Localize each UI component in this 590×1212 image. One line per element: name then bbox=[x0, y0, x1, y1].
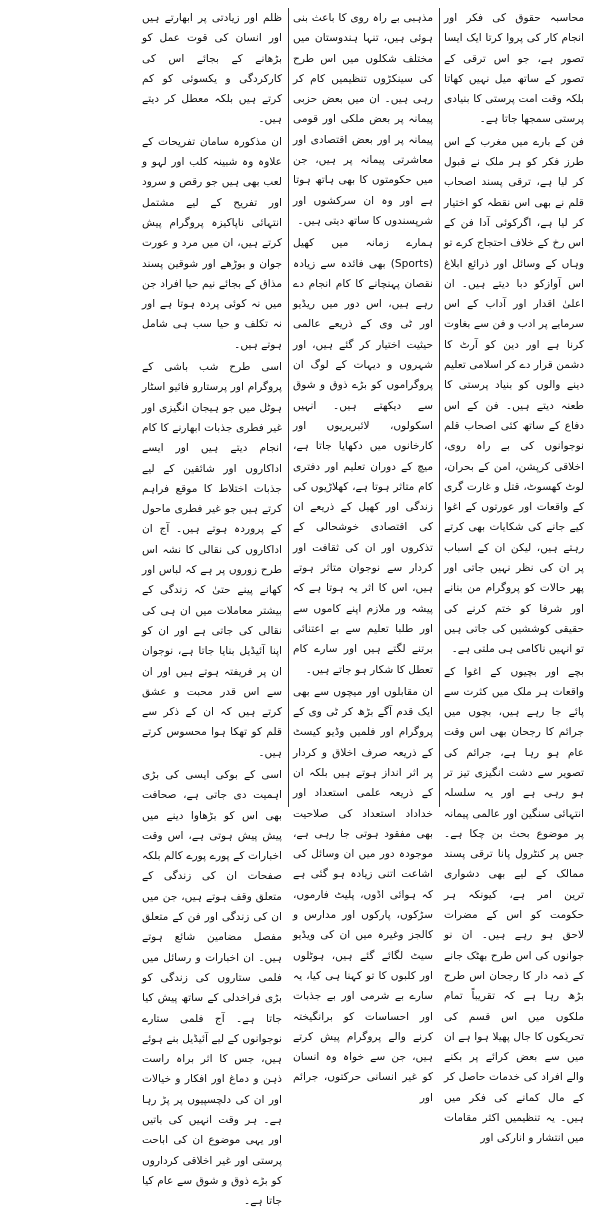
paragraph: بچے اور بچیوں کے اغوا کے واقعات ہر ملک میں کثرت سے پائے جا رہے ہیں، بچوں میں جرائم کا رجحان بھی اس وقت عام ہو رہا ہے، جرائم کی تصویر سے دشت انگیزی تیز تر ہو رہی ہے اور یہ سلسلہ انتہائی سنگین اور عالمی پیمانہ پر موضوع بحث بن چکا ہے۔ جس پر کنٹرول پانا ترقی پسند ممالک کے لیے بھی دشواری ترین امر ہے، کیونکہ ہر حکومت کو اس کے مضرات لاحق ہو رہے ہیں۔ ان نو جوانوں کی اس طرح بھٹک جانے کے ذمہ دار کا رجحان اس طرح بڑھ رہا ہے کہ تقریباً تمام ملکوں میں اس قسم کی تحریکوں کا جال پھیلا ہوا ہے ان میں سے بعض کرائے پر بکنے والے افراد کی خدمات حاصل کر کے مال کمانے کی فکر میں ہیں۔ یہ تنظیمیں اکثر مقامات میں انتشار و انارکی اور bbox=[444, 665, 584, 1145]
paragraph: ان مذکورہ سامان تفریحات کے علاوہ وہ شبینہ کلب اور لہو و لعب بھی ہیں جو رقص و سرود اور تفریح کے لیے مشتمل انتہائی ناپاکیزہ پروگرام پیش کرتے ہیں، ان میں مرد و عورت جوان و بوڑھے اور شوقین پسند مذاق کے بجائے نیم حیا افراد جن میں نہ کوئی پردہ ہوتا ہے اور نہ تکلف و حیا سب ہی شامل ہوتے ہیں۔ bbox=[142, 135, 282, 351]
text-column-middle bbox=[288, 8, 433, 1104]
text-column-right bbox=[439, 8, 584, 1145]
paragraph: ان مقابلوں اور میچوں سے بھی ایک قدم آگے بڑھ کر ٹی وی کے پروگرام اور فلمیں وڈیو کیسٹ کے ذریعہ صرف اخلاق و کردار پر اثر انداز ہوتے ہیں بلکہ ان کے ذریعہ علمی استعداد اور خداداد استعداد کی صلاحیت بھی مفقود ہوتی جا رہی ہے، موجودہ دور میں ان وسائل کی اشاعت اتنی زیادہ ہو گئی ہے کہ ہوائی اڈوں، پلیٹ فارموں، سڑکوں، پارکوں اور مدارس و کالجز وغیرہ میں ان کی ویڈیو سیٹ لگائے گئے ہیں، ہوٹلوں اور کلبوں کا تو کہنا ہی کیا، یہ سارے بے شرمی اور بے جذبات اور احساسات کو برانگیختہ کرنے والے پروگرام پیش کرتے ہیں، جن سے خواہ وہ انسان کو غیر انسانی حرکتوں، جرائم اور bbox=[293, 685, 433, 1104]
paragraph: مذہبی بے راہ روی کا باعث بنی ہوئی ہیں، تنہا ہندوستان میں مختلف شکلوں میں اس طرح کی سینکڑوں تنظیمیں کام کر رہی ہیں۔ ان میں بعض حزبی پیمانہ پر بعض ملکی اور قومی پیمانہ پر اور بعض اقتصادی اور معاشرتی پیمانہ پر ہیں، جن میں حکومتوں کا بھی ہاتھ ہوتا ہے اور وہ ان سرکشوں اور شرپسندوں کا ساتھ دیتی ہیں۔ bbox=[293, 12, 433, 227]
paragraph: فن کے بارے میں مغرب کے اس طرز فکر کو ہر ملک نے قبول کر لیا ہے، ترقی پسند اصحاب قلم نے بھی اس نقطہ کو اختیار کر لیا ہے، اگرکوئی آدا فن کے اس رخ کے خلاف احتجاج کرے تو وہاں کے وسائل اور ذرائع ابلاغ اس آوازکو دبا دیتے ہیں۔ ان اعلیٰ اقدار اور آداب کے اس سرمایے پر ادب و فن سے بغاوت کرنا ہے اور دین کو آرٹ کا دشمن قرار دے کر اسلامی تعلیم دینے والوں کو بنیاد پرستی کا طعنہ دیتے ہیں۔ فن کے اس دفاع کے ساتھ کئی اصحاب قلم نوجوانوں کی بے راہ روی، اخلاقی کرپشن، امن کے بحران، لوٹ کھسوٹ، قتل و غارت گری کے واقعات اور عورتوں کے اغوا کیے جانے کی شکایات بھی کرتے رہتے ہیں، لیکن ان کے اسباب پر ان کی نظر نہیں جاتی اور پھر حالات کو پروگرام من بنانے اور شرفا کو ختم کرنے کی حقیقی کوششیں کی جاتی ہیں تو انہیں ناکامی ہی ملتی ہے۔ bbox=[444, 135, 584, 656]
paragraph: ظلم اور زیادتی پر ابھارتے ہیں اور انسان کی قوت عمل کو بڑھانے کے بجائے اس کی کارکردگی و یکسوئی کو کم کرتے ہیں بلکہ معطل کر دیتے ہیں۔ bbox=[142, 12, 282, 126]
paragraph: اسی کے بوکی ایسی کی بڑی اہمیت دی جاتی ہے، صحافت بھی اس کو بڑھاوا دینے میں پیش پیش ہوتی ہے، اس وقت اخبارات کے پورے پورے کالم بلکہ صفحات ان کی زندگی کے متعلق وقف ہوتے ہیں، جن میں ان کی زندگی اور فن کے متعلق مفصل مضامین شائع ہوتے ہیں۔ ان اخبارات و رسائل میں فلمی ستاروں کی زندگی کو بڑی فراخدلی کے ساتھ پیش کیا جاتا ہے۔ آج فلمی ستارے نوجوانوں کے لیے آئیڈیل بنے ہوئے ہیں، جس کا اثر براہ راست ذہن و دماغ اور افکار و خیالات اور ان کی دلچسپیوں پر پڑ رہا ہے۔ ہر وقت انہیں کی باتیں اور یہی موضوع ان کی اباحت پرستی اور غیر اخلاقی کرداروں کو بڑے ذوق و شوق سے عام کیا جاتا ہے۔ bbox=[142, 768, 282, 1208]
text-column-left bbox=[138, 8, 282, 1208]
paragraph: محاسبہ حقوق کی فکر اور انجام کار کی پروا کرتا ایک ایسا تصور ہے، جو اس ترقی کے تصور کے ساتھ میل نہیں کھاتا بلکہ وقت امت پرستی کا بنیادی پرستی سمجھا جاتا ہے۔ bbox=[444, 12, 584, 126]
paragraph: ہمارے زمانہ میں کھیل (Sports) بھی فائدہ سے زیادہ نقصان پہنچانے کا کام انجام دے رہے ہیں، اس دور میں ریڈیو اور ٹی وی کے ذریعے عالمی حیثیت اختیار کر گئے ہیں، اور شہروں و دیہات کے لوگ ان پروگراموں کو بڑے ذوق و شوق سے دیکھتے ہیں۔ انہیں اسکولوں، لائبریریوں اور کارخانوں میں دکھایا جاتا ہے، میچ کے دوران تعلیم اور دفتری کام متاثر ہوتا ہے، کھلاڑیوں کی زندگی اور کھیل کے ذریعے ان کی اقتصادی خوشحالی کے تذکروں اور ان کی ثقافت اور کردار سے نوجوان متاثر ہوتے ہیں، اس کا اثر یہ ہوتا ہے کہ پیشہ ور ملازم اپنے کاموں سے اور طلبا تعلیم سے بے اعتنائی برتنے لگتے ہیں اور سارے کام تعطل کا شکار ہو جاتے ہیں۔ bbox=[293, 237, 433, 676]
paragraph: اسی طرح شب باشی کے پروگرام اور پرستارو فائیو اسٹار ہوٹل میں جو ہیجان انگیزی اور غیر فطری جذبات ابھارنے کا کام انجام دیتے ہیں اور ایسے اداکاروں اور شائقین کے لیے جذبات اختلاط کا موقع فراہم کرتے ہیں جو غیر فطری ماحول کے پروردہ ہوتے ہیں۔ آج ان اداکاروں کی نقالی کا نشہ اس طرح زوروں پر ہے کہ لباس اور کھانے پینے حتیٰ کہ زندگی کے بیشتر معاملات میں ان ہی کی نقالی کی جاتی ہے اور ان کو اپنا آئیڈیل بنایا جاتا ہے، نوجوان ان پر فریفتہ ہوتے ہیں اور ان سے اس قدر محبت و عشق کرتے ہیں کہ ان کے ذکر سے قلم کو تھکا ہوا محسوس کرتے ہیں۔ bbox=[142, 361, 282, 759]
